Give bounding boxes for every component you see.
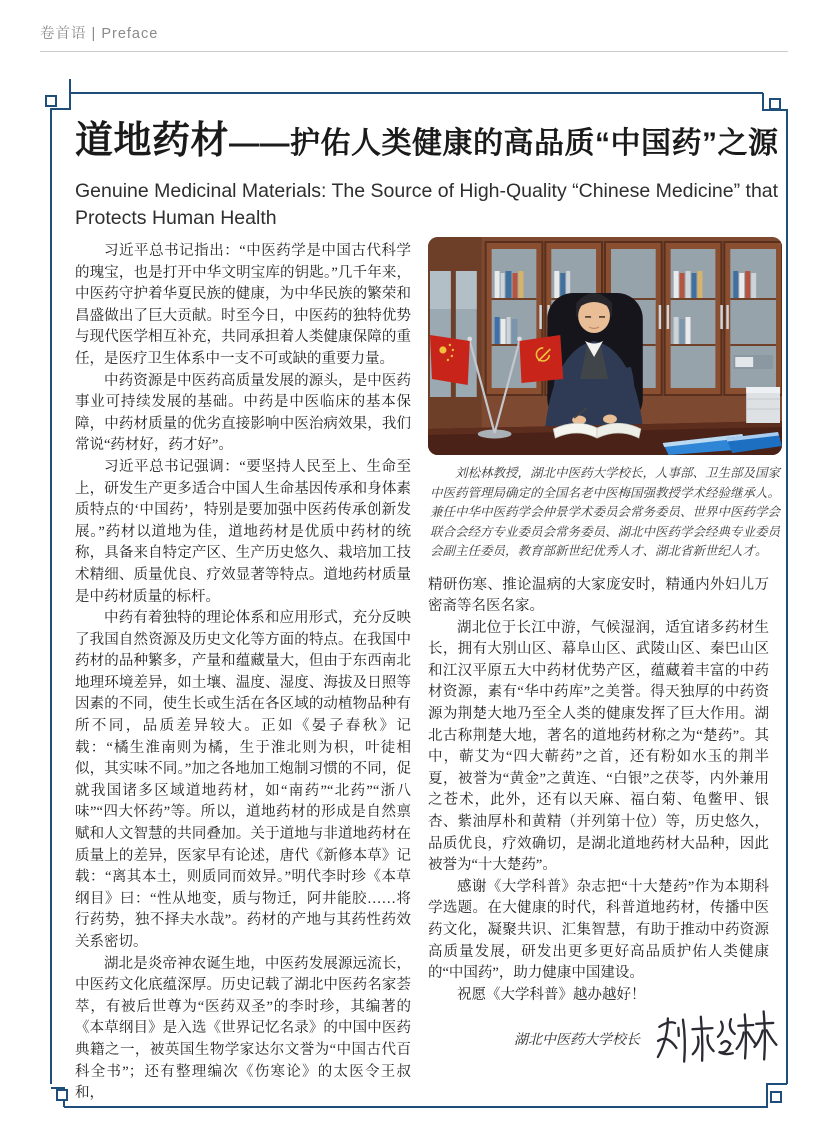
title-block <box>75 118 789 232</box>
paragraph: 湖北位于长江中游，气候湿润，适宜诸多药材生长，拥有大别山区、幕阜山区、武陵山区、秦巴山区和江汉平原五大中药材优势产区，蕴藏着丰富的中药材资源，素有“华中药库”之美誉。得天独厚的中药资源为荆楚大地乃至全人类的健康发挥了巨大作用。湖北古称荆楚大地，著名的道地药材称之为“楚药”。其中，蕲艾为“四大蕲药”之首，还有粉如水玉的荆半夏，被誉为“黄金”之黄连、“白银”之茯苓，内外兼用之苍术，此外，还有以天麻、福白菊、龟鳖甲、银杏、紫油厚朴和黄精（并列第十位）等，历史悠久，品质优良，疗效确切，是湖北道地药材大品种，因此被誉为“十大楚药”。 <box>428 619 769 874</box>
signature-handwriting <box>652 1010 778 1068</box>
article-title <box>75 118 789 167</box>
paragraph: 湖北是炎帝神农诞生地，中医药发展源远流长，中医药文化底蕴深厚。历史记载了湖北中医药名家荟萃，有被后世尊为“医药双圣”的李时珍，其编著的《本草纲目》是入选《世界记忆名录》的中国中医药典籍之一，被英国生物学家达尔文誉为“中国古代百科全书”；还有整理编次《伤寒论》的太医令王叔和， <box>75 955 411 1102</box>
corner-square-bottom-left <box>57 1090 67 1100</box>
portrait-photo-illustration <box>428 237 782 455</box>
paragraph: 精研伤寒、推论温病的大家庞安时，精通内外妇儿万密斋等名医名家。 <box>428 576 769 615</box>
section-label: 卷首语 | Preface <box>40 26 159 42</box>
article-title-rest: ——护佑人类健康的高品质“中国药”之源 <box>229 127 779 160</box>
paragraph: 祝愿《大学科普》越办越好！ <box>457 986 646 1003</box>
photo-caption: 刘松林教授，湖北中医药大学校长，人事部、卫生部及国家中医药管理局确定的全国名老中医梅国强教授学术经验继承人。兼任中华中医药学会仲景学术委员会常务委员、世界中医药学会联合会经方专业委员会常务委员、湖北中医药学会经典专业委员会副主任委员，教育部新世纪优秀人才、湖北省新世纪人才。 <box>430 466 781 558</box>
paragraph: 中药有着独特的理论体系和应用形式，充分反映了我国自然资源及历史文化等方面的特点。在我国中药材的品种繁多，产量和蕴藏量大，但由于东西南北地理环境差异，如土壤、温度、湿度、海拔及日照等因素的不同，使生长或生活在各区域的动植物品种有所不同，品质差异较大。正如《晏子春秋》记载：“橘生淮南则为橘，生于淮北则为枳，叶徒相似，其实味不同。”加之各地加工炮制习惯的不同，促就我国诸多区域道地药材，如“南药”“北药”“浙八味”“四大怀药”等。所以，道地药材的形成是自然禀赋和人文智慧的共同叠加。关于道地与非道地药材在质量上的差异，医家早有论述，唐代《新修本草》记载：“离其本土，则质同而效异。”明代李时珍《本草纲目》曰：“性从地变，质与物迁，阿井能胶……将行药势，独不择夫水哉”。药材的产地与其药性药效关系密切。 <box>75 610 411 950</box>
corner-square-bottom-right <box>771 1092 781 1102</box>
corner-square-top-left <box>46 96 56 106</box>
signature-title: 湖北中医药大学校长 <box>514 1033 640 1049</box>
paragraph: 中药资源是中医药高质量发展的源头，是中医药事业可持续发展的基础。中药是中医临床的基本保障，中药材质量的优劣直接影响中医治病效果，我们常说“药材好，药才好”。 <box>75 372 411 454</box>
paragraph: 习近平总书记强调：“要坚持人民至上、生命至上，研发生产更多适合中国人生命基因传承和身体素质特点的‘中国药’，特别是要加强中医药传承创新发展。”药材以道地为佳，道地药材是优质中药材的统称，具备来自特定产区、生产历史悠久、栽培加工技术精细、质量优良、疗效显著等特点。道地药材质量是中药材质量的标杆。 <box>75 458 411 605</box>
article-subtitle-en: Genuine Medicinal Materials: The Source of High-Quality “Chinese Medicine” that Protects Human Health <box>75 180 779 229</box>
corner-square-top-right <box>770 99 780 109</box>
paragraph: 习近平总书记指出：“中医药学是中国古代科学的瑰宝，也是打开中华文明宝库的钥匙。”几千年来，中医药守护着华夏民族的健康，为中华民族的繁荣和昌盛做出了巨大贡献。时至今日，中医药的独特优势与现代医学相互补充，共同承担着人类健康保障的重任，是医疗卫生体系中一支不可或缺的重要力量。 <box>75 243 411 367</box>
signature-block <box>428 1008 782 1070</box>
article-title-lead: 道地药材 <box>75 120 230 162</box>
right-body <box>428 575 769 1007</box>
left-column <box>75 241 411 1105</box>
right-column <box>428 237 782 1070</box>
paragraph: 感谢《大学科普》杂志把“十大楚药”作为本期科学选题。在大健康的时代，科普道地药材，传播中医药文化，凝聚共识、汇集智慧，有助于推动中药资源高质量发展，研发出更多更好高品质护佑人类健康的“中国药”，助力健康中国建设。 <box>428 878 769 982</box>
portrait-photo <box>428 237 782 455</box>
